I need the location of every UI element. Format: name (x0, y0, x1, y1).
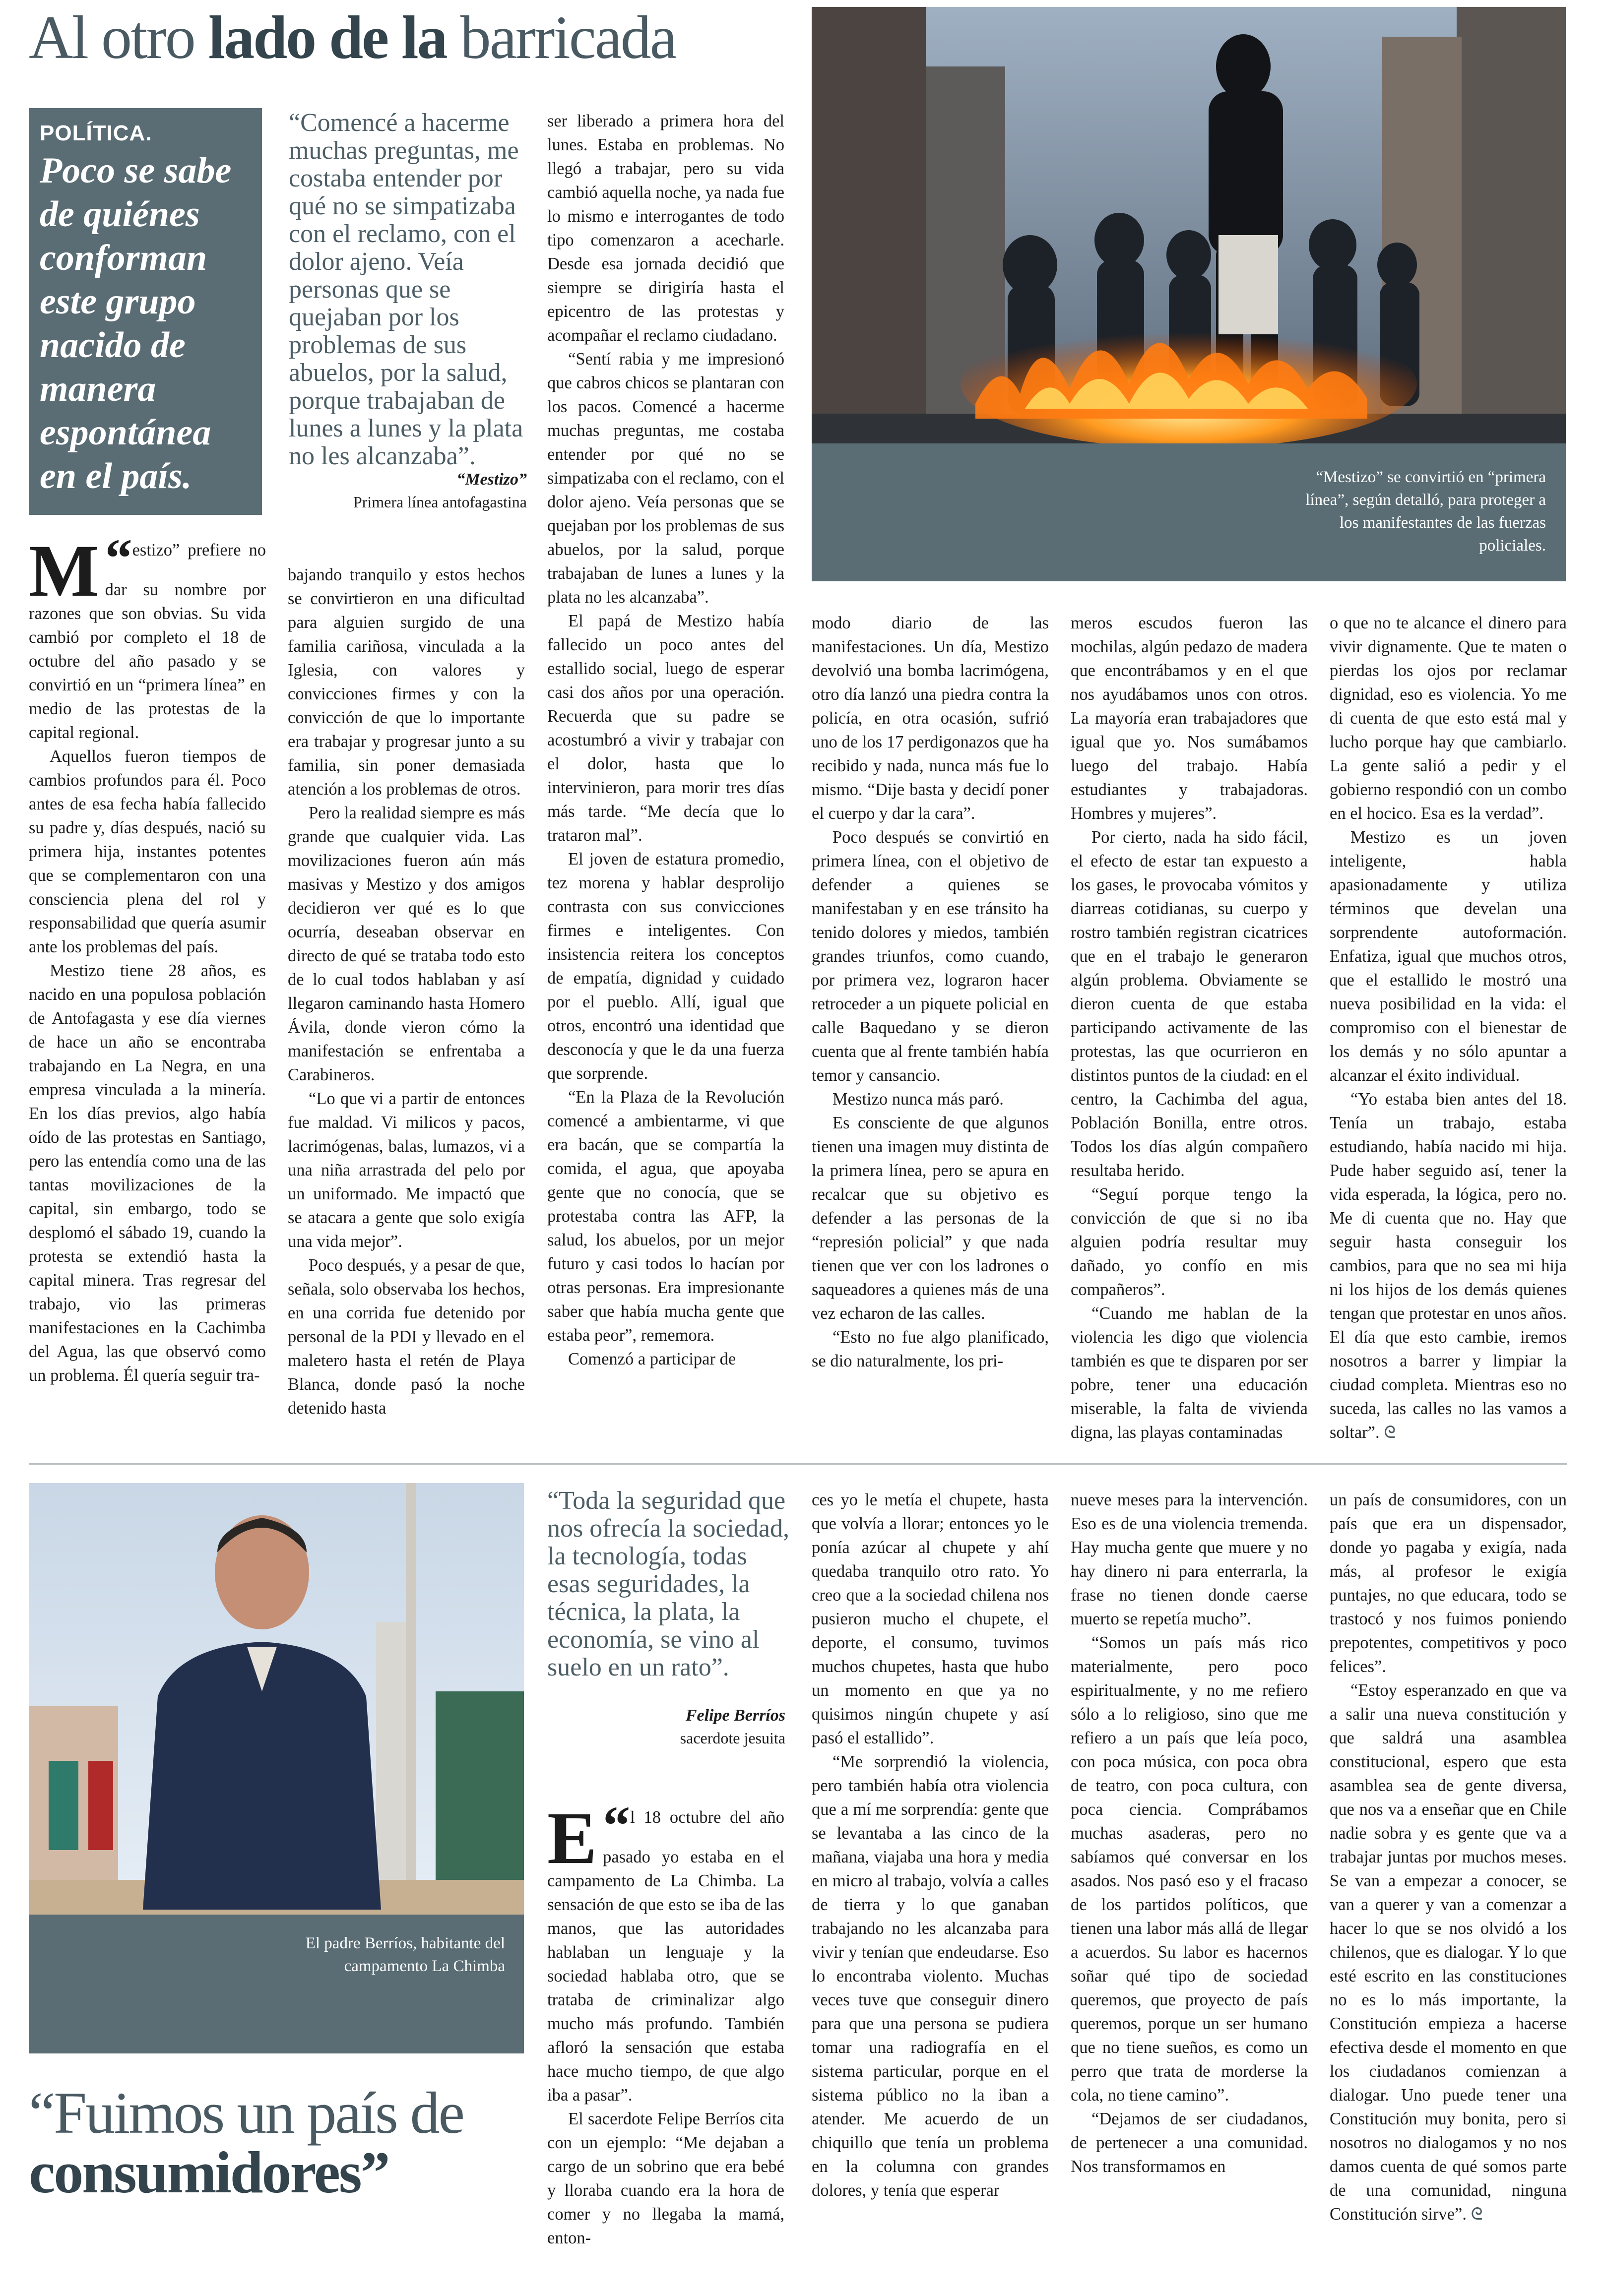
paragraph: “Dejamos de ser ciudadanos, de pertenecer a una comunidad. Nos transformamos en (1071, 2110, 1308, 2176)
paragraph: Aquellos fueron tiempos de cambios profundos para él. Poco antes de esa fecha había fallecido su padre y, días después, nació su primera hija, instantes potentes que se complementaron con una consciencia plena del rol y responsabilidad que quería asumir ante los problemas del país. (29, 747, 266, 956)
section-kicker: POLÍTICA. (40, 121, 152, 145)
paragraph: “Estoy esperanzado en que va a salir una nueva constitución y que saldrá una asamblea constitucional, espero que esta asamblea sea de gente diversa, que nos va a enseñar que en Chile nadie sobra y es gente que va a trabajar juntas por muchos meses. Se van a empezar a conocer, se van a querer y van a comenzar a hacer lo que se nos olvidó a los chilenos, que es dialogar. Y lo que esté escrito en las constituciones no es lo más importante, la Constitución empieza a hacerse efectiva desde el momento en que los ciudadanos comienzan a dialogar. Uno puede tener una Constitución muy bonita, pero si nosotros no dialogamos y no nos damos cuenta de qué somos parte de una comunidad, ninguna Constitución sirve”. ᘓ (1330, 1681, 1567, 2224)
article2-column-3 (547, 1795, 784, 2250)
paragraph: Poco después, y a pesar de que, señala, solo observaba los hechos, en una corrida fue detenido por personal de la PDI y llevado en el maletero hasta el retén de Playa Blanca, donde pasó la noche detenido hasta (288, 1256, 525, 1418)
article2-headline: “Fuimos un país de consumidores” (29, 2080, 463, 2205)
paragraph: El sacerdote Felipe Berríos cita con un ejemplo: “Me dejaban a cargo de un sobrino que era bebé y lloraba cuando era la hora de comer y no llegaba la mamá, enton- (547, 2110, 784, 2247)
article1-column-2 (288, 563, 525, 1420)
article1-column-1 (29, 528, 266, 1387)
pull-quote-role: Primera línea antofagastina (353, 493, 527, 511)
paragraph: Por cierto, nada ha sido fácil, el efecto de estar tan expuesto a los gases, le provocaba vómitos y diarreas cotidianas, su cuerpo y rostro también registran cicatrices que en el trabajo le generaron algún problema. Obviamente se dieron cuenta de que estaba participando activamente de las protestas, las que ocurrieron en distintos puntos de la ciudad: en el centro, la Cachimba del agua, Población Bonilla, entre otros. Todos los días algún compañero resultaba herido. (1071, 828, 1308, 1180)
paragraph: Mestizo tiene 28 años, es nacido en una populosa población de Antofagasta y ese día viernes de hace un año se encontraba trabajando en La Negra, en una empresa vinculada a la minería. En los días previos, algo había oído de las protestas en Santiago, pero las entendía como una de las tantas movilizaciones de la capital, sin embargo, todo se desplomó el sábado 19, cuando la protesta se extendió hasta la capital minera. Tras regresar del trabajo, vio las primeras manifestaciones en la Cachimba del Agua, las que observó como un problema. Él quería seguir tra- (29, 961, 266, 1385)
lead-paragraph: “ M estizo” prefiere no dar su nombre por razones que son obvias. Su vida cambió por completo el 18 de octubre del año pasado y se convirtió en un “primera línea” en medio de las protestas de la capital regional. (29, 528, 266, 742)
paragraph: Comenzó a participar de (568, 1350, 736, 1368)
end-mark-icon: ᘓ (1384, 1424, 1396, 1442)
paragraph: “Somos un país más rico materialmente, pero poco espiritualmente, y no me refiero sólo a lo religioso, sino que me refiero a un país que leía poco, con poca música, con poca obra de teatro, con poca cultura, con poca ciencia. Comprábamos muchas asaderas, pero no sabíamos qué conversar en los asados. Nos pasó eso y el fracaso de los partidos políticos, que tienen una labor más allá de llegar a acuerdos. Su labor es hacernos soñar qué tipo de sociedad queremos, que proyecto de país queremos, porque un ser humano que no tiene sueños, es como un perro que trata de morderse la cola, no tiene camino”. (1071, 1633, 1308, 2105)
article-deck: Poco se sabe de quiénes conforman este grupo nacido de manera espontánea en el país. (40, 150, 232, 496)
article1-column-4 (812, 611, 1049, 1373)
paragraph: bajando tranquilo y estos hechos se convirtieron en una dificultad para alguien surgido de una familia cariñosa, vinculada a la Iglesia, con valores y convicciones firmes y con la convicción de que lo importante era trabajar y progresar junto a su familia, sin poner demasiada atención a los problemas de otros. (288, 565, 525, 799)
protest-photo (812, 7, 1566, 581)
paragraph: meros escudos fueron las mochilas, algún pedazo de madera que encontrábamos y en el que nos ayudábamos unos con otros. La mayoría eran trabajadores que igual que yo. Nos sumábamos luego del trabajo. Había estudiantes y trabajadoras. Hombres y mujeres”. (1071, 614, 1308, 823)
pull-quote-2-role: sacerdote jesuita (680, 1729, 785, 1747)
paragraph: “Cuando me hablan de la violencia les digo que violencia también es que te disparen por ser pobre, tener una educación miserable, la falta de vivienda digna, las playas contaminadas (1071, 1304, 1308, 1442)
article1-column-6 (1330, 611, 1567, 1445)
article2-column-6 (1330, 1488, 1567, 2227)
article2-column-5 (1071, 1488, 1308, 2178)
paragraph: ser liberado a primera hora del lunes. Estaba en problemas. No llegó a trabajar, pero su vida cambió aquella noche, ya nada fue lo mismo e interrogantes de todo tipo comenzaron a acecharle. Desde esa jornada decidió que siempre se dirigiría hasta el epicentro de las protestas y acompañar el reclamo ciudadano. (547, 112, 784, 345)
paragraph: Mestizo nunca más paró. (833, 1090, 1004, 1109)
article1-column-3 (547, 109, 784, 1371)
pull-quote-name: “Mestizo” (456, 470, 527, 489)
paragraph: modo diario de las manifestaciones. Un día, Mestizo devolvió una bomba lacrimógena, otro día lanzó una piedra contra la policía, en otra ocasión, sufrió uno de los 17 perdigonazos que ha recibido y nada, nunca más fue lo mismo. “Dije basta y decidí poner el cuerpo y dar la cara”. (812, 614, 1049, 823)
paragraph: “Esto no fue algo planificado, se dio naturalmente, los pri- (812, 1328, 1049, 1370)
paragraph: Poco después se convirtió en primera línea, con el objetivo de defender a quienes se manifestaban y en ese tránsito ha tenido dolores y miedos, también grandes triunfos, como cuando, por primera vez, lograron hacer retroceder a un piquete policial en calle Baquedano y se dieron cuenta que al frente también había temor y cansancio. (812, 828, 1049, 1085)
quote-mark-icon: “ (105, 528, 132, 588)
paragraph: “Lo que vi a partir de entonces fue maldad. Vi milicos y pacos, lacrimógenas, balas, lumazos, vi a una niña arrastrada del pelo por un uniformado. Me impactó que se atacara a gente que solo exigía una vida mejor”. (288, 1089, 525, 1251)
paragraph: Mestizo es un joven inteligente, habla apasionadamente y utiliza términos que develan una sorprendente autoformación. Enfatiza, igual que muchos otros, que el estallido le mostró una nueva posibilidad en la vida: el compromiso con el bienestar de los demás y no sólo apuntar a alcanzar el éxito individual. (1330, 828, 1567, 1085)
paragraph: “Sentí rabia y me impresionó que cabros chicos se plantaran con los pacos. Comencé a hacerme muchas preguntas, me costaba entender por qué no se simpatizaba con el reclamo, con el dolor ajeno. Veía personas que se quejaban por los problemas de sus abuelos, por la salud, porque trabajaban de lunes a lunes y la plata no les alcanzaba”. (547, 350, 785, 607)
paragraph: “Seguí porque tengo la convicción de que si no iba alguien podría resultar muy dañado, yo confío en mis compañeros”. (1071, 1185, 1308, 1299)
article1-column-5 (1071, 611, 1308, 1444)
priest-photo-caption: El padre Berríos, habitante del campamento La Chimba (305, 1934, 505, 1975)
priest-photo (29, 1483, 524, 2053)
paragraph: Pero la realidad siempre es más grande que cualquier vida. Las movilizaciones fueron aún más masivas y Mestizo y dos amigos decidieron ver qué es lo que ocurría, deseaban observar en directo de qué se trataba todo esto de lo cual todos hablaban y así llegaron caminando hasta Homero Ávila, donde vieron cómo la manifestación se enfrentaba a Carabineros. (288, 804, 525, 1084)
protest-photo-caption: “Mestizo” se convirtió en “primera línea”, según detalló, para proteger a los manifestantes de las fuerzas policiales. (1305, 468, 1546, 555)
end-mark-icon: ᘓ (1471, 2205, 1483, 2224)
paragraph: “En la Plaza de la Revolución comencé a ambientarme, vi que era bacán, que se compartía la comida, el agua, que apoyaba gente que no conocía, que se protestaba contra las AFP, la salud, los abuelos, por un mejor futuro y casi todos lo hacían por otras personas. Era impresionante saber que había mucha gente que estaba peor”, rememora. (547, 1088, 784, 1345)
paragraph: un país de consumidores, con un país que era un dispensador, donde yo pagaba y exigía, nada más, al profesor le exigía puntajes, no que educara, todo se trastocó y nos fuimos poniendo prepotentes, competitivos y poco felices”. (1330, 1490, 1567, 1676)
pull-quote-2-name: Felipe Berríos (685, 1706, 785, 1725)
pull-quote-2: “Toda la seguridad que nos ofrecía la sociedad, la tecnología, todas esas seguridades, la técnica, la plata, la economía, se vino al suelo en un rato”. (547, 1487, 790, 1681)
paragraph: ces yo le metía el chupete, hasta que volvía a llorar; entonces yo le ponía azúcar al chupete y ahí quedaba tranquilo otro rato. Yo creo que a la sociedad chilena nos pusieron mucho el chupete, el deporte, el consumo, tuvimos muchos chupetes, hasta que hubo un momento en que ya no quisimos ningún chupete y así pasó el estallido”. (812, 1490, 1049, 1747)
article2-column-4 (812, 1488, 1049, 2202)
paragraph: nueve meses para la intervención. Eso es de una violencia tremenda. Hay mucha gente que muere y no hay dinero ni para enterrarla, la frase no tienen donde caerse muerto se repetía mucho”. (1071, 1490, 1308, 1628)
paragraph: Es consciente de que algunos tienen una imagen muy distinta de la primera línea, pero se apura en recalcar que su objetivo es defender a las personas de la “represión policial” y que nada tienen que ver con los ladrones o saqueadores a quienes más de una vez echaron de las calles. (812, 1114, 1049, 1323)
quote-mark-icon: “ (603, 1795, 631, 1856)
dropcap-2: E (547, 1797, 597, 1879)
paragraph: El papá de Mestizo había fallecido un poco antes del estallido social, luego de esperar casi dos años por una operación. Recuerda que su padre se acostumbró a vivir y trabajar con el dolor, hasta que lo intervinieron, para morir tres días más tarde. “Me decía que lo trataron mal”. (547, 612, 784, 845)
dropcap: M (29, 530, 99, 612)
paragraph: El joven de estatura promedio, tez morena y hablar desprolijo contrasta con sus convicciones firmes e inteligentes. Con insistencia reitera los conceptos de empatía, dignidad y cuidado por el pueblo. Allí, igual que otros, encontró una identidad que desconocía y que le da una fuerza que sorprende. (547, 850, 784, 1083)
pull-quote-attribution (289, 470, 527, 511)
pull-quote-2-attribution (547, 1706, 785, 1747)
article-title: Al otro lado de la barricada (29, 3, 676, 71)
section-divider (29, 1463, 1567, 1465)
paragraph: “Yo estaba bien antes del 18. Tenía un trabajo, estaba estudiando, había nacido mi hija. Pude haber seguido así, tener la vida esperada, la lógica, pero no. Me di cuenta que no. Hay que seguir hasta conseguir los cambios, para que no sea mi hija ni los hijos de los demás quienes tengan que protestar en unos años. El día que esto cambie, iremos nosotros a barrer y limpiar la ciudad completa. Mientras eso no suceda, las calles no las vamos a soltar”. ᘓ (1330, 1090, 1567, 1442)
section-sidebox (29, 108, 262, 515)
lead-paragraph-2: “ E l 18 octubre del año pasado yo estaba en el campamento de La Chimba. La sensación de que esto se iba de las manos, que las autoridades hablaban un lenguaje y la sociedad hablaba otro, que se trataba de criminalizar algo mucho más profundo. También afloró la sensación que estaba hace mucho tiempo, de que algo iba a pasar”. (547, 1795, 784, 2105)
paragraph: o que no te alcance el dinero para vivir dignamente. Que te maten o pierdas los ojos por reclamar dignidad, eso es violencia. Yo me di cuenta de que esto está mal y lucho porque hay que cambiarlo. La gente salió a pedir y el gobierno respondió con un combo en el hocico. Esa es la verdad”. (1330, 614, 1567, 823)
pull-quote: “Comencé a hacerme muchas preguntas, me costaba entender por qué no se simpatizaba con el reclamo, con el dolor ajeno. Veía personas que se quejaban por los problemas de sus abuelos, por la salud, porque trabajaban de lunes a lunes y la plata no les alcanzaba”. (289, 109, 523, 470)
paragraph: “Me sorprendió la violencia, pero también había otra violencia que a mí me sorprendía: gente que se levantaba a las cinco de la mañana, viajaba una hora y media en micro al trabajo, volvía a calles de tierra y lo que ganaban trabajando no les alcanzaba para vivir y tenían que endeudarse. Eso lo encontraba violento. Muchas veces tuve que conseguir dinero para que una persona se pudiera tomar una radiografía en el sistema particular, porque en el sistema público no la iban a atender. Me acuerdo de un chiquillo que tenía un problema en la columna con grandes dolores, y tenía que esperar (812, 1752, 1049, 2200)
